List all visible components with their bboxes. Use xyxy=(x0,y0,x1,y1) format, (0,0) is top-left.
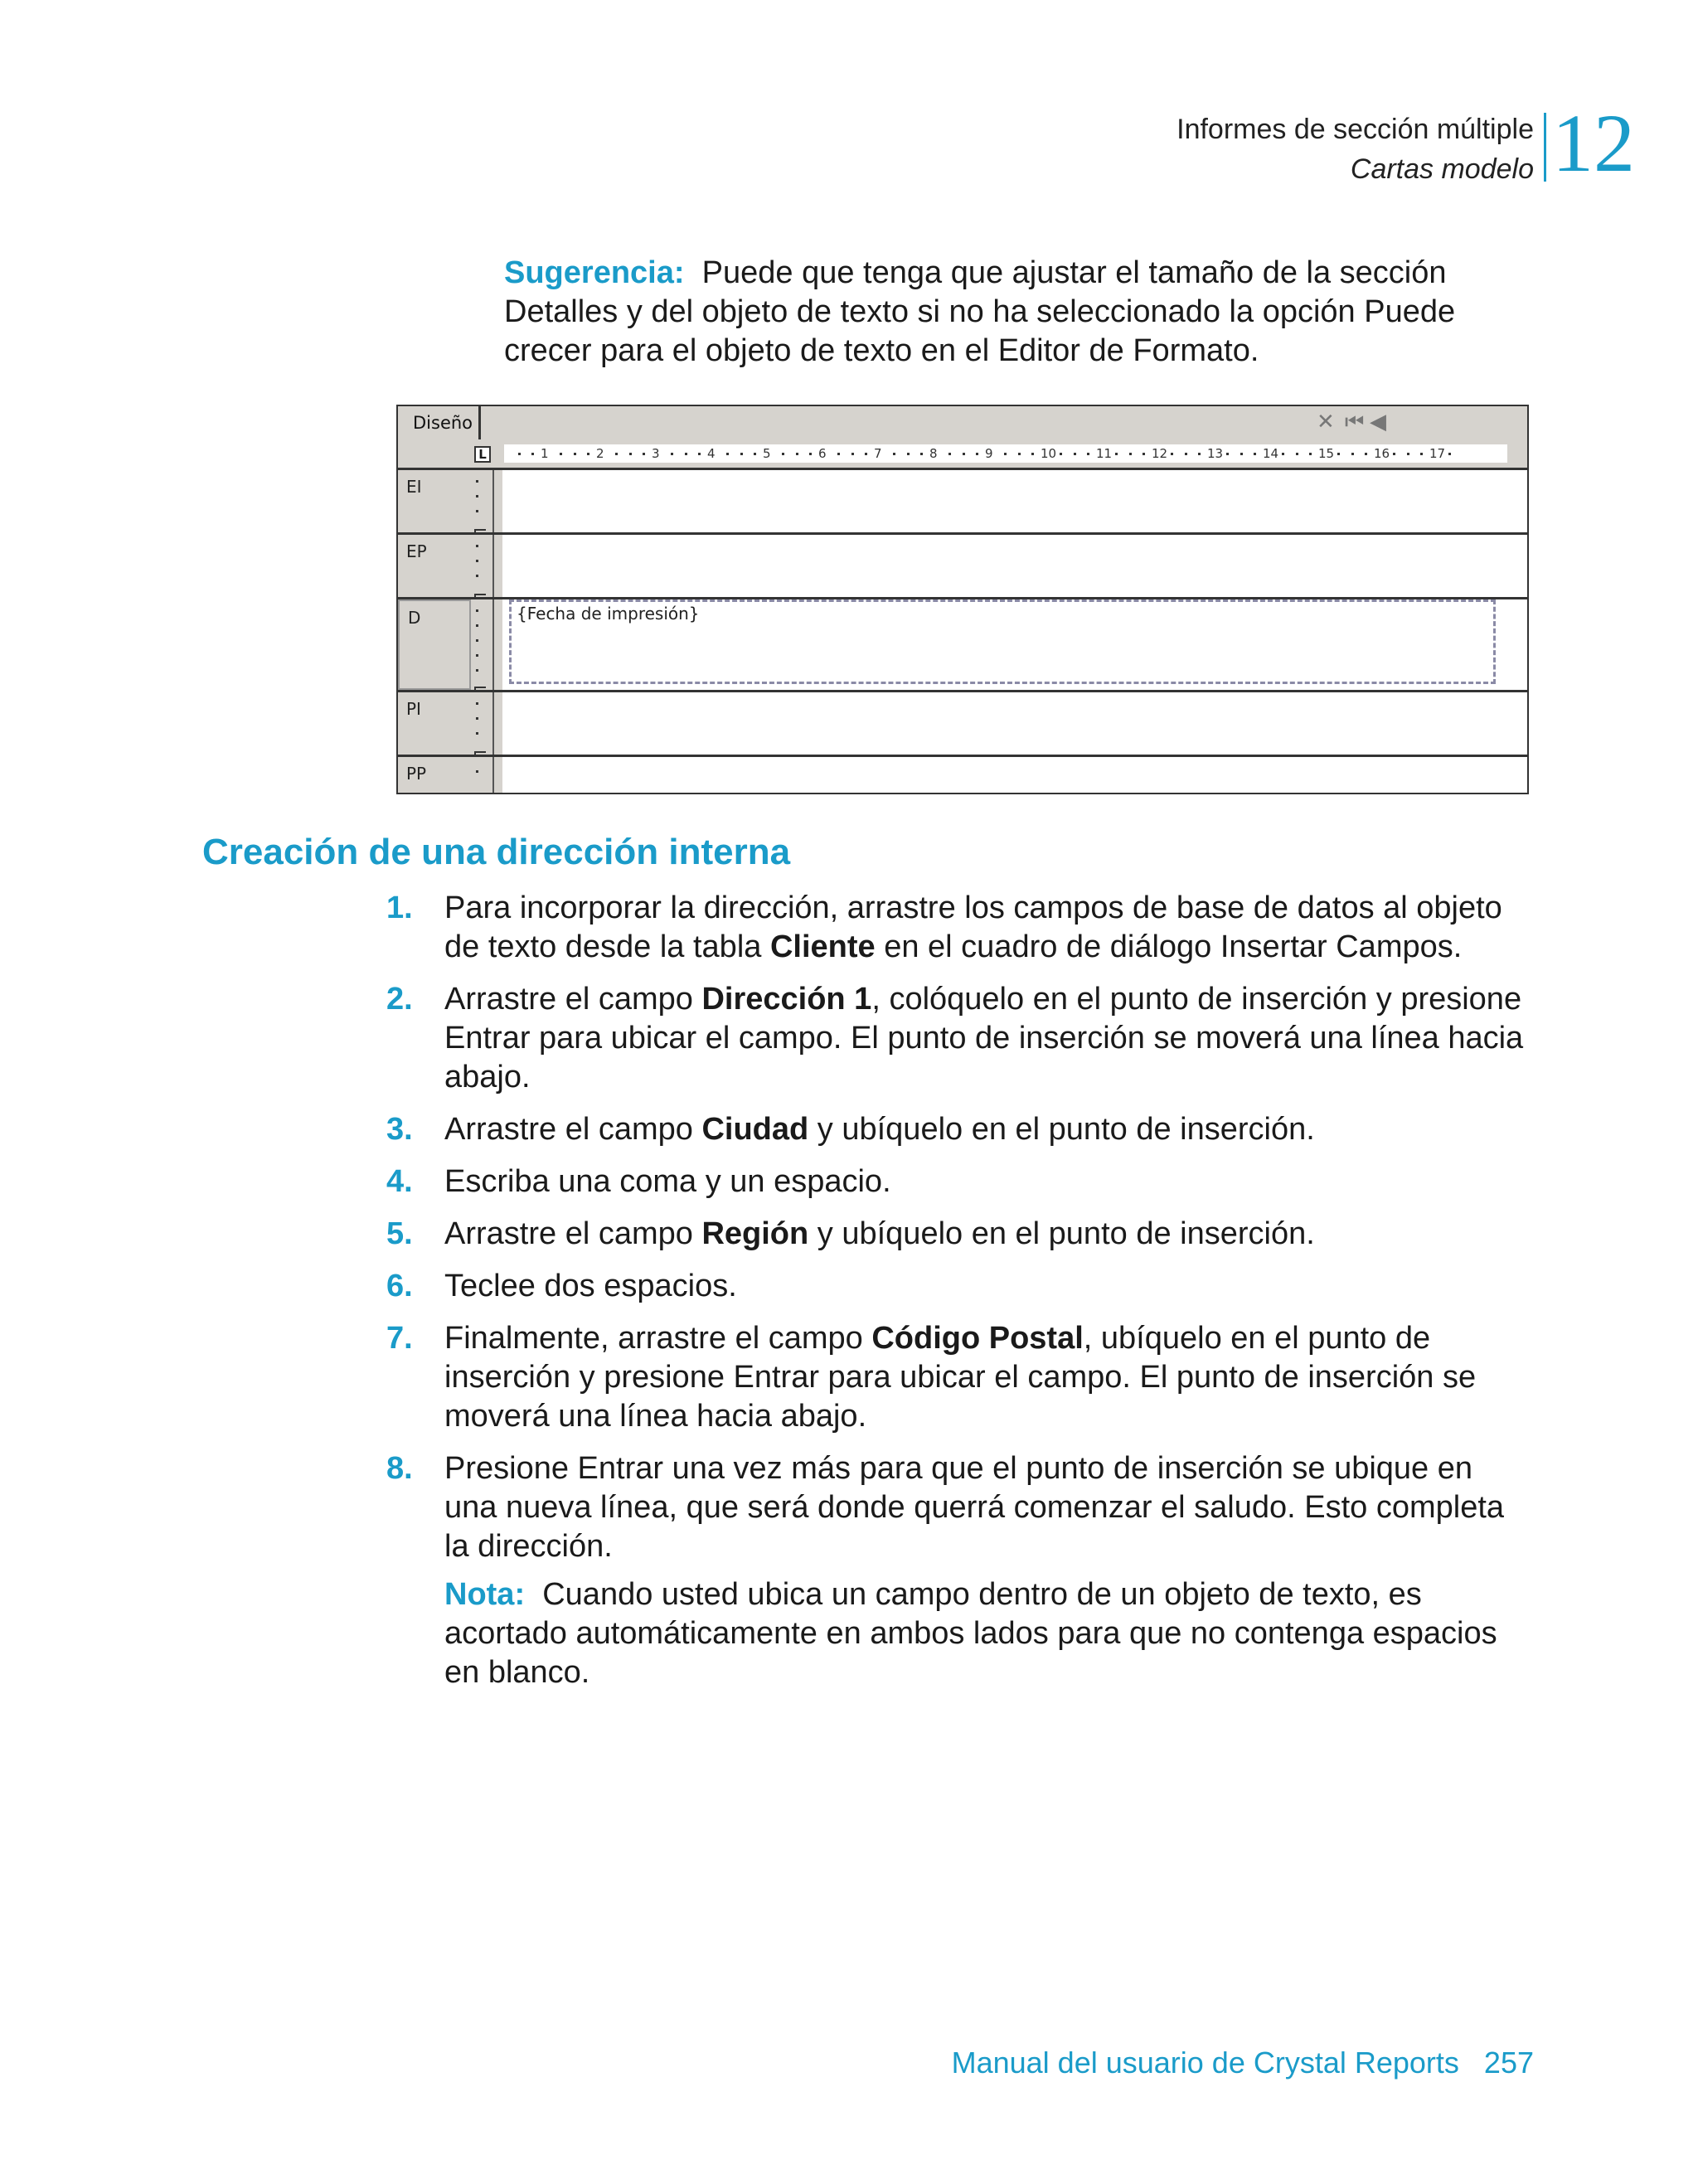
vertical-ruler xyxy=(471,470,502,532)
ruler-tick xyxy=(948,453,951,455)
running-header xyxy=(1176,109,1534,189)
ruler-number: 15 xyxy=(1318,446,1335,461)
ruler-tick xyxy=(1115,453,1118,455)
ruler-tick xyxy=(615,453,618,455)
ruler-number: 11 xyxy=(1096,446,1113,461)
ruler-tick xyxy=(1185,453,1187,455)
close-icon[interactable]: ✕ xyxy=(1317,410,1335,434)
vertical-ruler xyxy=(471,757,502,793)
ruler-tick xyxy=(920,453,923,455)
ruler-tick xyxy=(782,453,784,455)
ruler-tick xyxy=(629,453,632,455)
ruler-tick xyxy=(1365,453,1367,455)
ruler-tick xyxy=(865,453,867,455)
ruler-tick xyxy=(963,453,965,455)
header-divider xyxy=(1544,113,1546,182)
ruler-number: 16 xyxy=(1374,446,1390,461)
ruler-tick xyxy=(976,453,978,455)
section-canvas[interactable] xyxy=(502,599,1527,690)
ruler-tick xyxy=(1240,453,1243,455)
ruler-tick xyxy=(1254,453,1256,455)
ruler-number: 17 xyxy=(1429,446,1446,461)
ruler-tick xyxy=(1074,453,1076,455)
ruler-tick xyxy=(1129,453,1132,455)
ruler-number: 1 xyxy=(541,446,549,461)
section-page-footer xyxy=(398,755,1527,793)
list-item: 2. Arrastre el campo Dirección 1, colóquelo en el punto de inserción y presione Entrar para ubicar el campo. El punto de inserción se moverá una línea hacia abajo. xyxy=(386,982,1524,1094)
ruler-tick xyxy=(1198,453,1201,455)
ruler-tick xyxy=(574,453,576,455)
section-label[interactable]: PI xyxy=(398,692,471,755)
list-item: 8. Presione Entrar una vez más para que el punto de inserción se ubique en una nueva línea, que será donde querrá comenzar el saludo. Esto completa la dirección. xyxy=(386,1451,1505,1564)
list-item: 3. Arrastre el campo Ciudad y ubíquelo en el punto de inserción. xyxy=(386,1112,1315,1147)
running-footer xyxy=(952,2044,1534,2082)
ruler-tick xyxy=(1060,453,1062,455)
ruler-number: 12 xyxy=(1152,446,1168,461)
ruler-number: 7 xyxy=(874,446,882,461)
ruler-tick xyxy=(1296,453,1298,455)
ruler-tick xyxy=(907,453,910,455)
section-label[interactable]: EI xyxy=(398,470,471,532)
ruler-tick xyxy=(1309,453,1312,455)
ruler-tick xyxy=(1226,453,1229,455)
manual-title: Manual del usuario de Crystal Reports xyxy=(951,2046,1459,2080)
ruler-tick xyxy=(1004,453,1007,455)
section-canvas[interactable] xyxy=(502,535,1527,597)
first-page-icon[interactable]: ⏮ xyxy=(1345,410,1365,434)
ruler-number: 14 xyxy=(1263,446,1279,461)
chapter-number: 12 xyxy=(1552,97,1635,189)
ruler-tick xyxy=(643,453,645,455)
ruler-tick xyxy=(1282,453,1284,455)
ruler-tick xyxy=(1171,453,1173,455)
section-canvas[interactable] xyxy=(502,470,1527,532)
tab-stop-selector[interactable]: L xyxy=(474,446,491,463)
ruler-tick xyxy=(754,453,756,455)
ruler-number: 5 xyxy=(763,446,771,461)
list-item: 1. Para incorporar la dirección, arrastre los campos de base de datos al objeto de texto desde la tabla Cliente en el cuadro de diálogo Insertar Campos. xyxy=(386,891,1502,964)
ruler-number: 3 xyxy=(652,446,660,461)
ruler-number: 9 xyxy=(985,446,993,461)
ruler-tick xyxy=(1448,453,1451,455)
section-details xyxy=(398,597,1527,690)
ruler-number: 13 xyxy=(1207,446,1224,461)
ruler-number: 2 xyxy=(596,446,604,461)
ruler-tick xyxy=(698,453,701,455)
ruler-tick xyxy=(1087,453,1089,455)
list-item: 4. Escriba una coma y un espacio. xyxy=(386,1164,891,1199)
horizontal-ruler[interactable] xyxy=(504,444,1507,463)
tab-design[interactable]: Diseño xyxy=(401,406,481,441)
ruler-tick xyxy=(1393,453,1395,455)
ruler-number: 4 xyxy=(707,446,716,461)
ruler-tick xyxy=(671,453,673,455)
ruler-tick xyxy=(893,453,895,455)
vertical-ruler xyxy=(471,535,502,597)
section-label[interactable]: D xyxy=(398,599,471,690)
section-canvas[interactable] xyxy=(502,757,1527,793)
ruler-number: 6 xyxy=(818,446,827,461)
tip-paragraph xyxy=(504,254,1482,371)
ruler-tick xyxy=(837,453,840,455)
note-label: Nota: xyxy=(444,1577,526,1612)
ruler-tick xyxy=(1420,453,1423,455)
list-item: 5. Arrastre el campo Región y ubíquelo en el punto de inserción. xyxy=(386,1216,1315,1251)
note-text: Cuando usted ubica un campo dentro de un objeto de texto, es acortado automáticamente en ambos lados para que no contenga espacios en blanco. xyxy=(444,1577,1497,1690)
section-canvas[interactable] xyxy=(502,692,1527,755)
vertical-ruler xyxy=(471,599,502,690)
ruler-number: 8 xyxy=(929,446,938,461)
section-report-footer xyxy=(398,690,1527,755)
steps-list xyxy=(386,889,1531,1580)
ruler-row xyxy=(398,439,1527,466)
ruler-tick xyxy=(796,453,798,455)
text-object-print-date[interactable]: {Fecha de impresión} xyxy=(509,599,1496,684)
ruler-tick xyxy=(587,453,589,455)
ruler-tick xyxy=(685,453,687,455)
ruler-tick xyxy=(726,453,729,455)
design-view-screenshot xyxy=(396,405,1529,794)
page-number: 257 xyxy=(1483,2046,1534,2080)
section-heading: Creación de una dirección interna xyxy=(202,832,791,872)
ruler-tick xyxy=(809,453,812,455)
ruler-number: 10 xyxy=(1041,446,1057,461)
previous-page-icon[interactable]: ◀ xyxy=(1370,410,1386,434)
chapter-title: Informes de sección múltiple xyxy=(1176,114,1534,145)
ruler-tick xyxy=(740,453,743,455)
section-page-header xyxy=(398,532,1527,597)
section-label[interactable]: PP xyxy=(398,757,471,793)
ruler-tick xyxy=(1407,453,1409,455)
note-paragraph xyxy=(444,1575,1531,1692)
ruler-tick xyxy=(851,453,854,455)
ruler-tick xyxy=(1143,453,1145,455)
ruler-tick xyxy=(518,453,521,455)
ruler-tick xyxy=(531,453,534,455)
tip-label: Sugerencia: xyxy=(504,255,685,290)
tip-text: Puede que tenga que ajustar el tamaño de la sección Detalles y del objeto de texto si no ha seleccionado la opción Puede crecer para el objeto de texto en el Editor de Formato. xyxy=(504,255,1456,368)
section-report-header xyxy=(398,468,1527,532)
ruler-tick xyxy=(1351,453,1354,455)
ruler-tick xyxy=(1337,453,1340,455)
ruler-tick xyxy=(1018,453,1021,455)
section-label[interactable]: EP xyxy=(398,535,471,597)
ruler-tick xyxy=(1031,453,1034,455)
list-item: 7. Finalmente, arrastre el campo Código Postal, ubíquelo en el punto de inserción y presione Entrar para ubicar el campo. El punto de inserción se moverá una línea hacia abajo. xyxy=(386,1321,1477,1434)
list-item: 6. Teclee dos espacios. xyxy=(386,1269,737,1303)
section-title: Cartas modelo xyxy=(1350,153,1534,185)
vertical-ruler xyxy=(471,692,502,755)
ruler-tick xyxy=(560,453,562,455)
tab-bar xyxy=(398,406,1527,439)
